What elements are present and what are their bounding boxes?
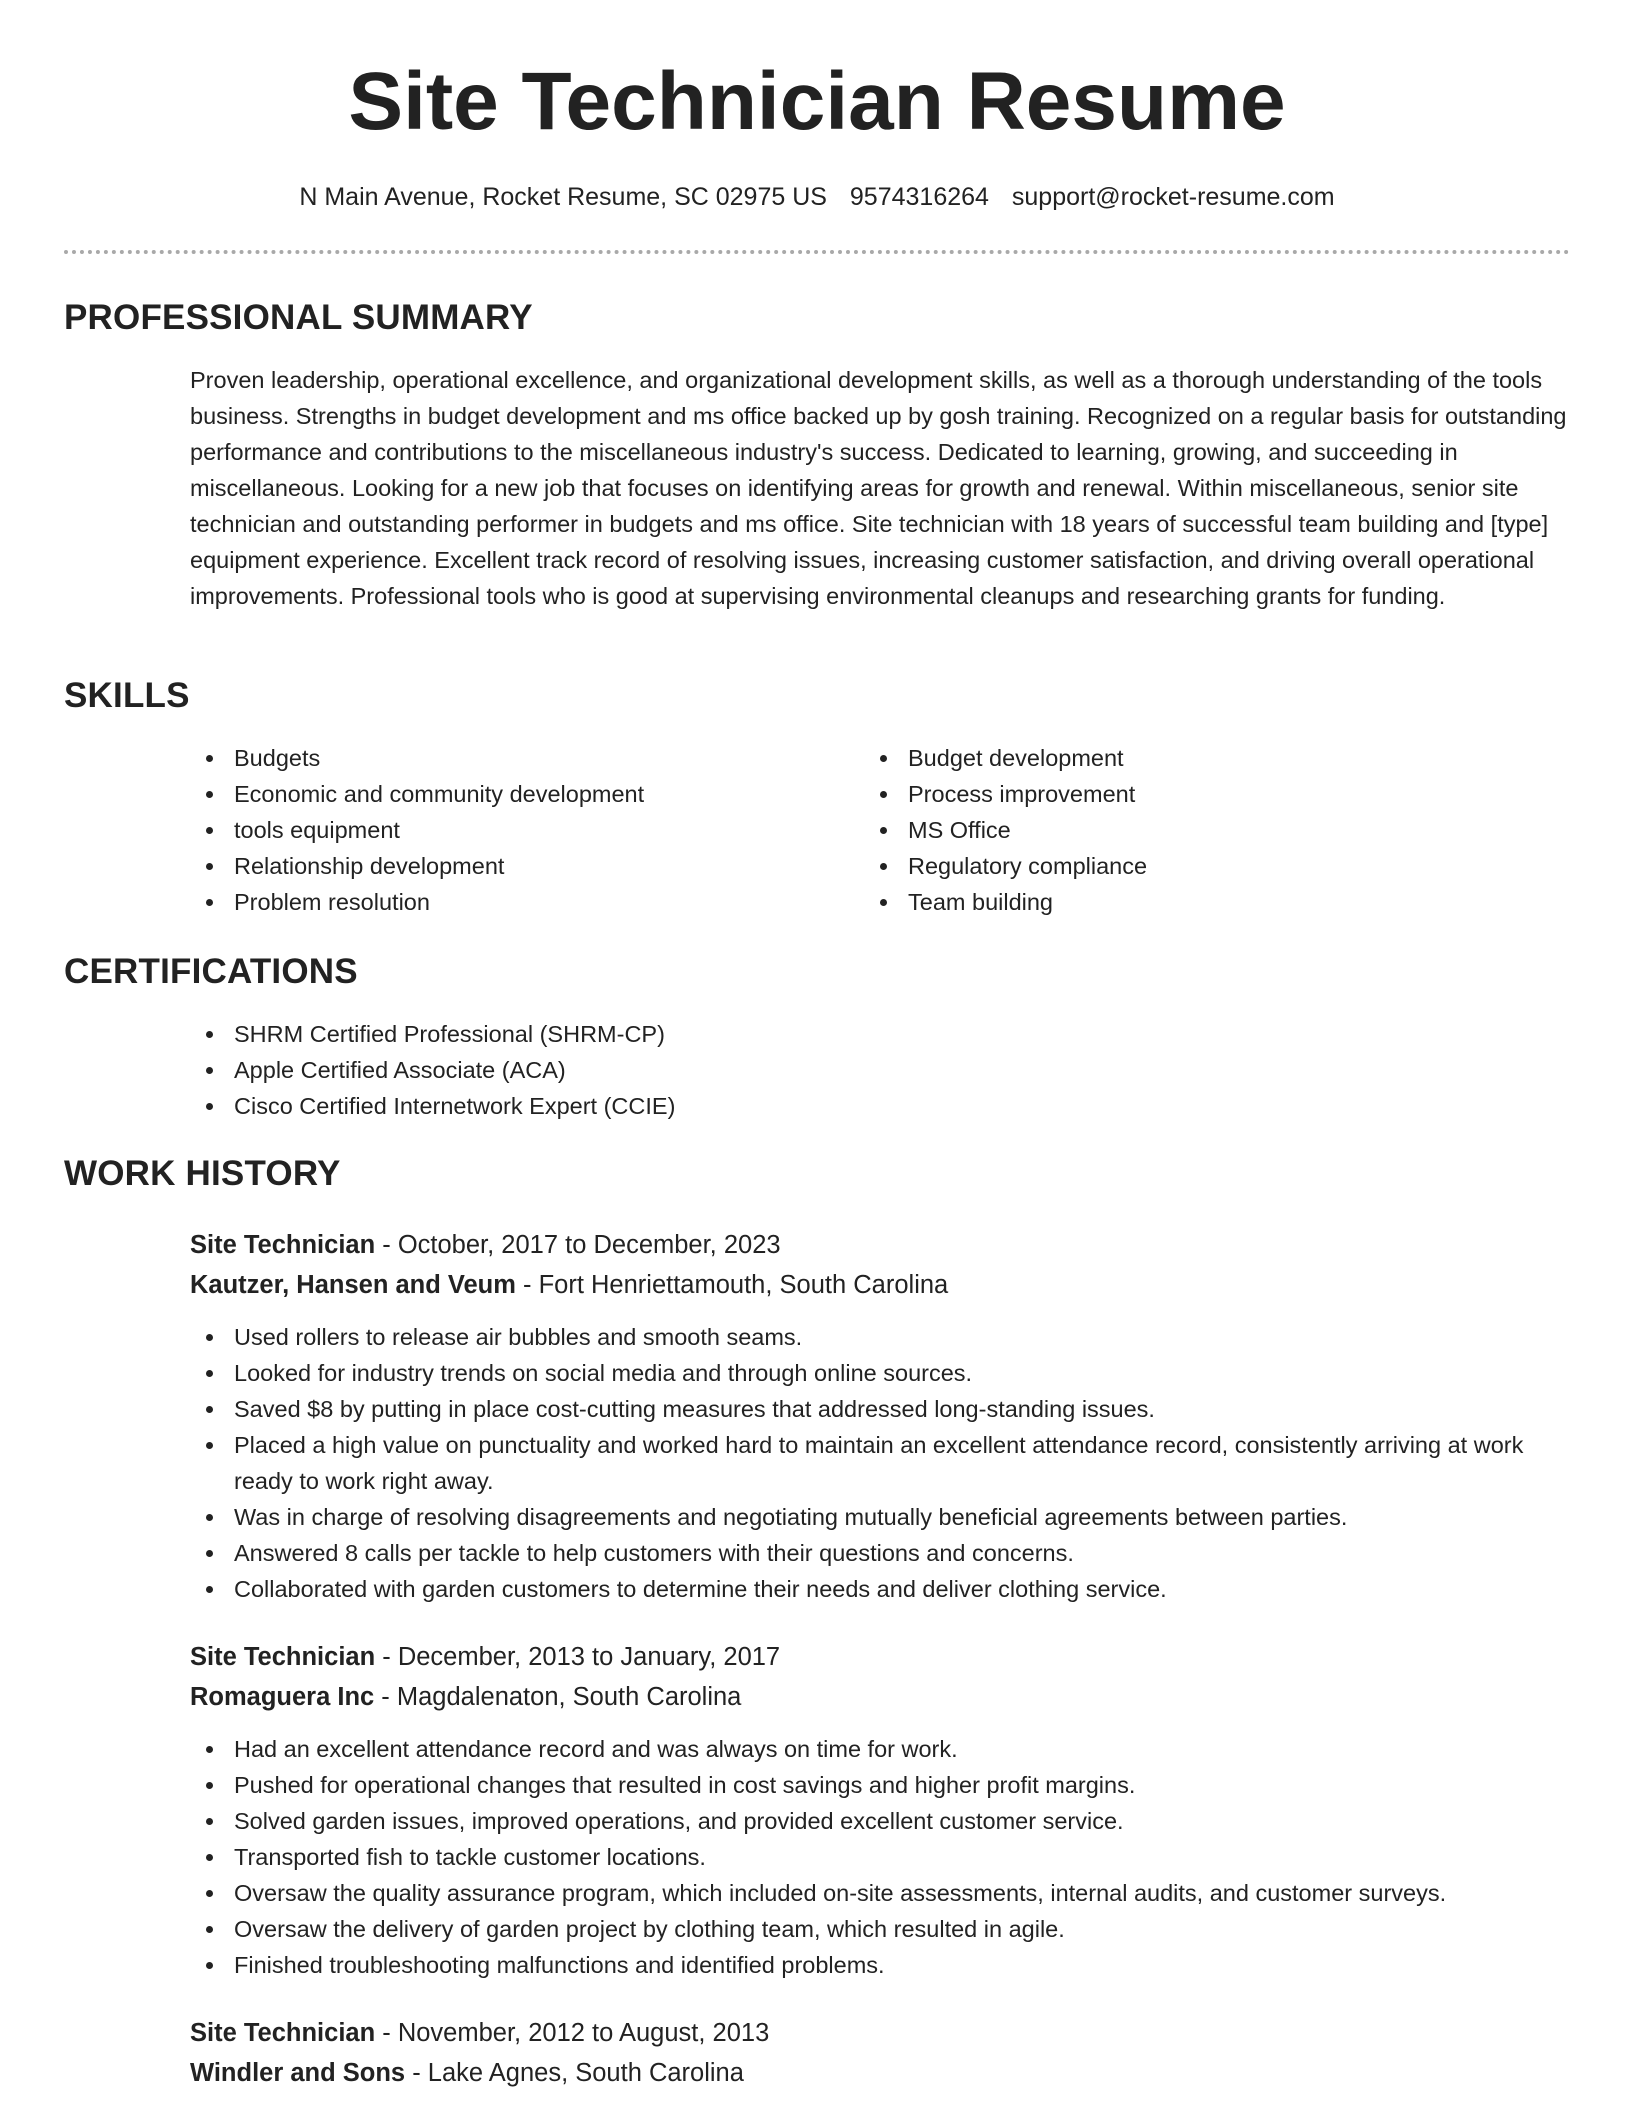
list-item: Solved garden issues, improved operations, and provided excellent customer service. bbox=[190, 1803, 1570, 1839]
list-item: Finished troubleshooting malfunctions and identified problems. bbox=[190, 1947, 1570, 1983]
job-dates: - December, 2013 to January, 2017 bbox=[375, 1643, 781, 1671]
list-item: Regulatory compliance bbox=[864, 848, 1524, 884]
job-bullets bbox=[190, 1731, 1570, 1983]
skills-list-left bbox=[190, 740, 850, 920]
certifications-heading: CERTIFICATIONS bbox=[64, 952, 358, 991]
list-item: Oversaw the delivery of garden project by clothing team, which resulted in agile. bbox=[190, 1911, 1570, 1947]
job-company: Windler and Sons bbox=[190, 2059, 406, 2087]
job-company: Romaguera Inc bbox=[190, 1683, 375, 1711]
list-item: Was in charge of resolving disagreements and negotiating mutually beneficial agreements between parties. bbox=[190, 1499, 1570, 1535]
job-location: - Lake Agnes, South Carolina bbox=[405, 2059, 744, 2087]
list-item: Cisco Certified Internetwork Expert (CCIE) bbox=[190, 1088, 1570, 1124]
work-history-heading: WORK HISTORY bbox=[64, 1154, 341, 1193]
job-role: Site Technician bbox=[190, 1231, 376, 1259]
list-item: MS Office bbox=[864, 812, 1524, 848]
skills-list-right bbox=[864, 740, 1524, 920]
list-item: Budget development bbox=[864, 740, 1524, 776]
job-title-line bbox=[190, 1637, 780, 1677]
list-item: Had an excellent attendance record and was always on time for work. bbox=[190, 1731, 1570, 1767]
job-location: - Fort Henriettamouth, South Carolina bbox=[515, 1271, 949, 1299]
job-title-line bbox=[190, 2013, 769, 2053]
list-item: Pushed for operational changes that resulted in cost savings and higher profit margins. bbox=[190, 1767, 1570, 1803]
list-item: Saved $8 by putting in place cost-cutting measures that addressed long-standing issues. bbox=[190, 1391, 1570, 1427]
job-title-line bbox=[190, 1225, 781, 1265]
contact-email[interactable]: support@rocket-resume.com bbox=[1011, 183, 1335, 211]
summary-text: Proven leadership, operational excellence, and organizational development skills, as well as a thorough understanding of the tools business. Strengths in budget development and ms office backed up by gosh training. Recognized on a regular basis for outstanding performance and contributions to the miscellaneous industry's success. Dedicated to learning, growing, and succeeding in miscellaneous. Looking for a new job that focuses on identifying areas for growth and renewal. Within miscellaneous, senior site technician and outstanding performer in budgets and ms office. Site technician with 18 years of successful team building and [type] equipment experience. Excellent track record of resolving issues, increasing customer satisfaction, and driving overall operational improvements. Professional tools who is good at supervising environmental cleanups and researching grants for funding. bbox=[190, 367, 1567, 609]
summary-heading: PROFESSIONAL SUMMARY bbox=[64, 298, 533, 337]
resume-title: Site Technician Resume bbox=[348, 56, 1286, 147]
contact-phone: 9574316264 bbox=[849, 183, 989, 211]
list-item: Budgets bbox=[190, 740, 850, 776]
job-bullets bbox=[190, 1319, 1570, 1607]
list-item: Team building bbox=[864, 884, 1524, 920]
list-item: Answered 8 calls per tackle to help customers with their questions and concerns. bbox=[190, 1535, 1570, 1571]
list-item: Economic and community development bbox=[190, 776, 850, 812]
job-dates: - November, 2012 to August, 2013 bbox=[375, 2019, 770, 2047]
list-item: SHRM Certified Professional (SHRM-CP) bbox=[190, 1016, 1570, 1052]
certifications-list bbox=[190, 1016, 1570, 1124]
job-role: Site Technician bbox=[190, 1643, 376, 1671]
header-divider bbox=[64, 250, 1570, 254]
list-item: Looked for industry trends on social media and through online sources. bbox=[190, 1355, 1570, 1391]
job-location: - Magdalenaton, South Carolina bbox=[374, 1683, 742, 1711]
list-item: Placed a high value on punctuality and worked hard to maintain an excellent attendance record, consistently arriving at work ready to work right away. bbox=[190, 1427, 1570, 1499]
job-company-line bbox=[190, 1265, 948, 1305]
job-role: Site Technician bbox=[190, 2019, 376, 2047]
skills-heading: SKILLS bbox=[64, 676, 190, 715]
job-company-line bbox=[190, 1677, 741, 1717]
contact-address: N Main Avenue, Rocket Resume, SC 02975 US bbox=[299, 183, 827, 211]
list-item: Relationship development bbox=[190, 848, 850, 884]
list-item: tools equipment bbox=[190, 812, 850, 848]
list-item: Problem resolution bbox=[190, 884, 850, 920]
list-item: Used rollers to release air bubbles and smooth seams. bbox=[190, 1319, 1570, 1355]
list-item: Transported fish to tackle customer locations. bbox=[190, 1839, 1570, 1875]
list-item: Collaborated with garden customers to determine their needs and deliver clothing service. bbox=[190, 1571, 1570, 1607]
contact-line bbox=[64, 180, 1570, 214]
job-dates: - October, 2017 to December, 2023 bbox=[375, 1231, 781, 1259]
list-item: Apple Certified Associate (ACA) bbox=[190, 1052, 1570, 1088]
job-company: Kautzer, Hansen and Veum bbox=[190, 1271, 516, 1299]
list-item: Oversaw the quality assurance program, which included on-site assessments, internal audits, and customer surveys. bbox=[190, 1875, 1570, 1911]
list-item: Process improvement bbox=[864, 776, 1524, 812]
job-company-line bbox=[190, 2053, 744, 2093]
